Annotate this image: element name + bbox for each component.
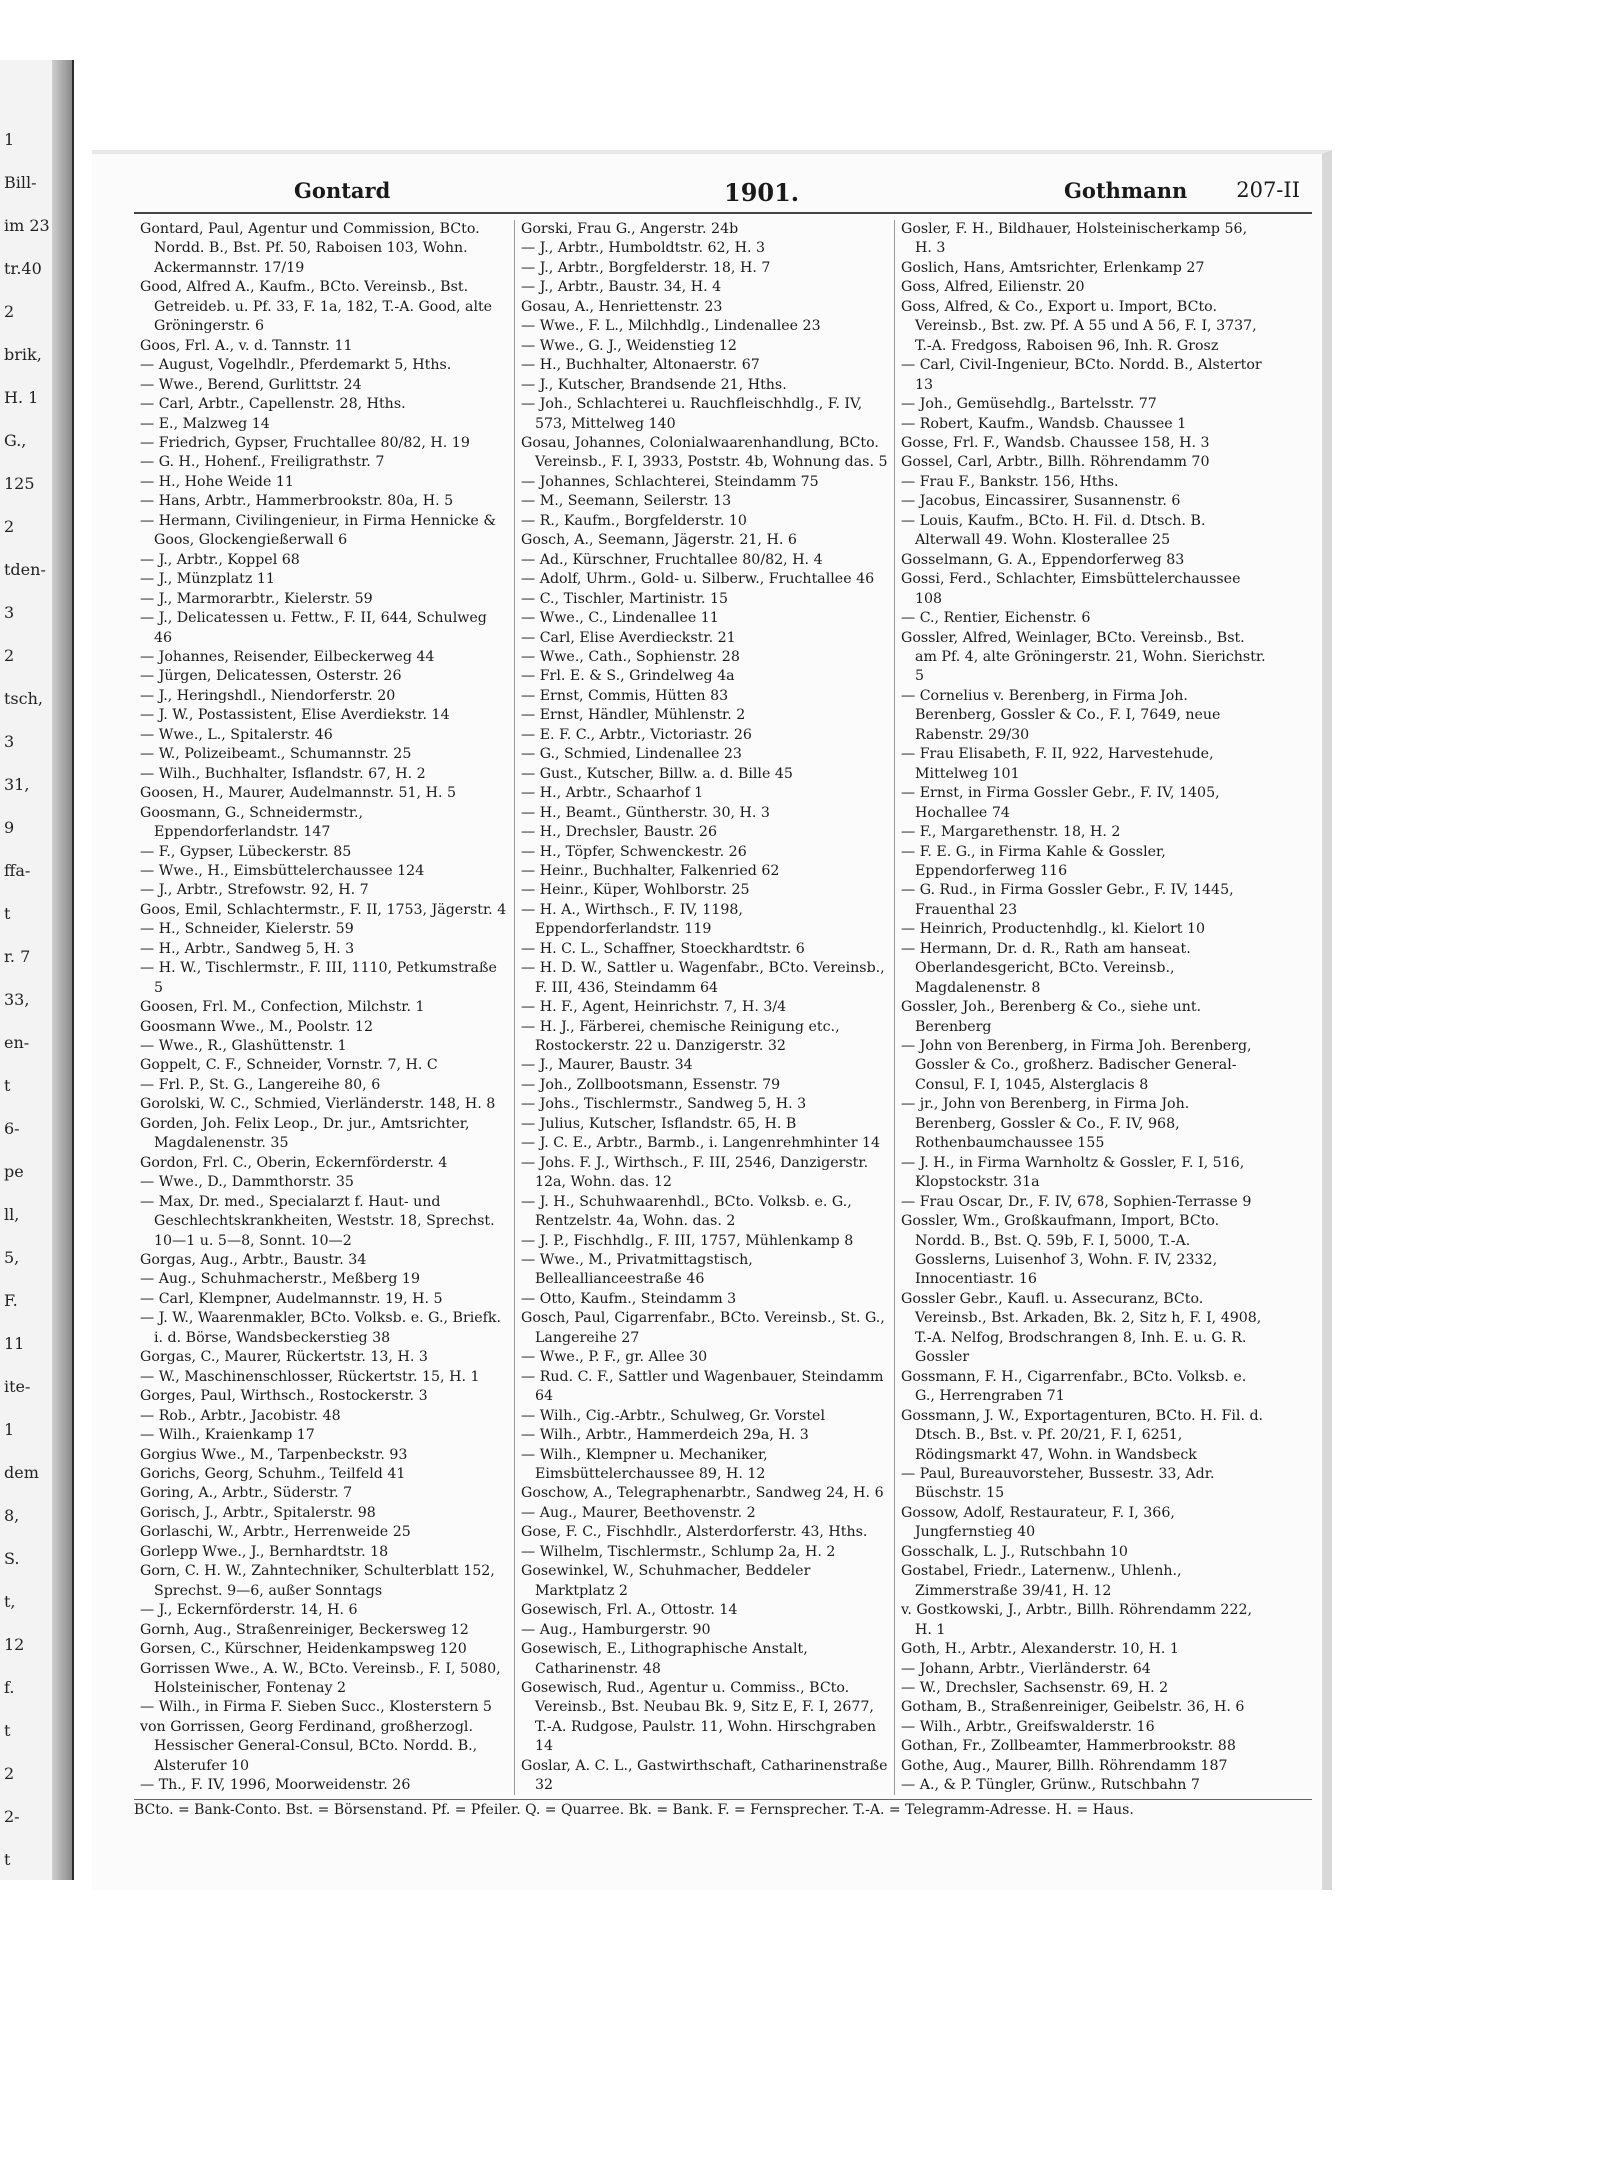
running-header: [134, 178, 1312, 214]
header-last-entry: Gothmann: [1064, 178, 1188, 203]
directory-entry: — Wilh., Klempner u. Mechaniker, Eimsbüttelerchaussee 89, H. 12: [521, 1446, 768, 1482]
directory-entry: Gorlepp Wwe., J., Bernhardtstr. 18: [140, 1543, 389, 1560]
directory-entry: Gorn, C. H. W., Zahntechniker, Schulterblatt 152, Sprechst. 9—6, außer Sonntags: [140, 1563, 495, 1599]
directory-entry: Goss, Alfred, & Co., Export u. Import, BCto. Vereinsb., Bst. zw. Pf. A 55 und A 56, F. I, 3737, T.-A. Fredgoss, Raboisen 96, Inh. R. Grosz: [901, 298, 1257, 354]
header-first-entry: Gontard: [294, 178, 391, 203]
book-gutter: [52, 60, 72, 1880]
directory-page: [92, 150, 1332, 1890]
margin-fragment: 31,: [4, 775, 30, 794]
directory-entry: — H. D. W., Sattler u. Wagenfabr., BCto. Vereinsb., F. III, 436, Steindamm 64: [521, 960, 885, 996]
directory-entry: Gordon, Frl. C., Oberin, Eckernförderstr. 4: [140, 1154, 448, 1171]
directory-entry: — Wilh., Arbtr., Hammerdeich 29a, H. 3: [521, 1427, 809, 1444]
directory-entry: — Joh., Schlachterei u. Rauchfleischhdlg., F. IV, 573, Mittelweg 140: [521, 396, 863, 432]
margin-fragment: t: [4, 1076, 11, 1095]
directory-entry: Gossler, Alfred, Weinlager, BCto. Vereinsb., Bst. am Pf. 4, alte Gröningerstr. 21, Wohn. Sierichstr. 5: [901, 629, 1266, 685]
directory-entry: von Gorrissen, Georg Ferdinand, großherzogl. Hessischer General-Consul, BCto. Nordd. B., Alsterufer 10: [140, 1718, 478, 1774]
directory-entry: — Carl, Klempner, Audelmannstr. 19, H. 5: [140, 1290, 443, 1307]
directory-entry: Goslich, Hans, Amtsrichter, Erlenkamp 27: [901, 259, 1205, 276]
margin-fragment: 125: [4, 474, 35, 493]
directory-entry: Gosau, Johannes, Colonialwaarenhandlung, BCto. Vereinsb., F. I, 3933, Poststr. 4b, Wohnung das. 5: [521, 434, 888, 471]
margin-fragment: Bill-: [4, 173, 37, 192]
directory-entry: — Wilhelm, Tischlermstr., Schlump 2a, H. 2: [521, 1543, 836, 1560]
directory-entry: — R., Kaufm., Borgfelderstr. 10: [521, 512, 747, 529]
margin-fragment: t: [4, 904, 11, 923]
directory-entry: — Frau Elisabeth, F. II, 922, Harvestehude, Mittelweg 101: [901, 746, 1214, 782]
margin-fragment: 1: [4, 130, 15, 149]
adjacent-page-margin: [0, 60, 74, 1880]
directory-entry: — August, Vogelhdlr., Pferdemarkt 5, Hths.: [140, 357, 452, 374]
directory-entry: — Frl. P., St. G., Langereihe 80, 6: [140, 1076, 381, 1093]
directory-entry: — Aug., Hamburgerstr. 90: [521, 1621, 711, 1638]
directory-entry: Good, Alfred A., Kaufm., BCto. Vereinsb., Bst. Getreideb. u. Pf. 33, F. 1a, 182, T.-A. Good, alte Gröningerstr. 6: [140, 279, 493, 335]
directory-entry: — Aug., Maurer, Beethovenstr. 2: [521, 1504, 756, 1521]
directory-entry: v. Gostkowski, J., Arbtr., Billh. Röhrendamm 222, H. 1: [901, 1602, 1253, 1638]
directory-entry: Goosen, H., Maurer, Audelmannstr. 51, H. 5: [140, 785, 456, 802]
directory-entry: Goslar, A. C. L., Gastwirthschaft, Catharinenstraße 32: [521, 1757, 888, 1794]
directory-entry: Gossmann, F. H., Cigarrenfabr., BCto. Volksb. e. G., Herrengraben 71: [901, 1368, 1247, 1405]
directory-entry: Gorski, Frau G., Angerstr. 24b: [521, 221, 739, 237]
directory-entry: — Wilh., in Firma F. Sieben Succ., Klosterstern 5: [140, 1699, 492, 1716]
directory-entry: — H. C. L., Schaffner, Stoeckhardtstr. 6: [521, 940, 805, 957]
directory-entry: Goring, A., Arbtr., Süderstr. 7: [140, 1485, 353, 1502]
margin-fragment: 8,: [4, 1506, 20, 1525]
margin-fragment: S.: [4, 1549, 20, 1568]
directory-entry: — Joh., Gemüsehdlg., Bartelsstr. 77: [901, 396, 1157, 413]
directory-entry: Gosau, A., Henriettenstr. 23: [521, 298, 723, 315]
margin-fragment: 11: [4, 1334, 25, 1353]
directory-entry: — Paul, Bureauvorsteher, Bussestr. 33, Adr. Büschstr. 15: [901, 1466, 1215, 1502]
directory-entry: — Otto, Kaufm., Steindamm 3: [521, 1290, 737, 1307]
directory-entry: — Rob., Arbtr., Jacobistr. 48: [140, 1407, 341, 1424]
directory-entry: — Ernst, in Firma Gossler Gebr., F. IV, 1405, Hochallee 74: [901, 785, 1220, 821]
margin-fragment: 2: [4, 302, 15, 321]
margin-fragment: brik,: [4, 345, 42, 364]
directory-entry: — J., Eckernförderstr. 14, H. 6: [140, 1602, 358, 1619]
directory-entry: Gorges, Paul, Wirthsch., Rostockerstr. 3: [140, 1388, 428, 1405]
directory-entry: — Gust., Kutscher, Billw. a. d. Bille 45: [521, 765, 793, 782]
directory-entry: — G. H., Hohenf., Freiligrathstr. 7: [140, 454, 385, 471]
directory-entry: — Adolf, Uhrm., Gold- u. Silberw., Fruchtallee 46: [521, 571, 875, 588]
directory-entry: — Rud. C. F., Sattler und Wagenbauer, Steindamm 64: [521, 1368, 884, 1405]
directory-entry: — A., & P. Tüngler, Grünw., Rutschbahn 7: [901, 1777, 1200, 1794]
margin-fragment: ffa-: [4, 861, 31, 880]
directory-entry: — F., Margarethenstr. 18, H. 2: [901, 824, 1121, 841]
directory-entry: — Wilh., Buchhalter, Isflandstr. 67, H. 2: [140, 765, 426, 782]
directory-entry: — J., Arbtr., Koppel 68: [140, 551, 300, 568]
directory-entry: — Julius, Kutscher, Isflandstr. 65, H. B: [521, 1115, 797, 1132]
directory-entry: — Heinr., Buchhalter, Falkenried 62: [521, 862, 780, 879]
directory-entry: Gossi, Ferd., Schlachter, Eimsbüttelerchaussee 108: [901, 571, 1241, 607]
page-number: 207-II: [1236, 178, 1300, 202]
directory-entry: — Ad., Kürschner, Fruchtallee 80/82, H. 4: [521, 551, 823, 568]
directory-entry: — H., Schneider, Kielerstr. 59: [140, 921, 354, 938]
directory-entry: Gossler Gebr., Kaufl. u. Assecuranz, BCto. Vereinsb., Bst. Arkaden, Bk. 2, Sitz h, F. I, 4908, T.-A. Nelfog, Brodschrangen 8, Inh. E. u. G. R. Gossler: [901, 1290, 1262, 1366]
margin-fragment: im 23: [4, 216, 50, 235]
directory-entry: — Carl, Elise Averdieckstr. 21: [521, 629, 736, 646]
directory-entry: — Wilh., Cig.-Arbtr., Schulweg, Gr. Vorstel: [521, 1407, 825, 1424]
margin-fragment: tr.40: [4, 259, 42, 278]
directory-entry: — J., Arbtr., Baustr. 34, H. 4: [521, 279, 722, 296]
directory-entry: — Frau Oscar, Dr., F. IV, 678, Sophien-Terrasse 9: [901, 1193, 1252, 1210]
directory-entry: — H., Beamt., Güntherstr. 30, H. 3: [521, 804, 770, 821]
directory-entry: — J., Arbtr., Borgfelderstr. 18, H. 7: [521, 259, 771, 276]
directory-entry: — Jacobus, Eincassirer, Susannenstr. 6: [901, 493, 1181, 510]
directory-entry: Gose, F. C., Fischhdlr., Alsterdorferstr. 43, Hths.: [521, 1524, 868, 1541]
margin-fragment: H. 1: [4, 388, 39, 407]
header-year: 1901.: [724, 178, 800, 207]
directory-entry: — Johannes, Reisender, Eilbeckerweg 44: [140, 648, 435, 665]
directory-entry: Gorsen, C., Kürschner, Heidenkampsweg 120: [140, 1641, 467, 1658]
directory-entry: — Aug., Schuhmacherstr., Meßberg 19: [140, 1271, 420, 1288]
directory-entry: Gornh, Aug., Straßenreiniger, Beckersweg 12: [140, 1621, 469, 1638]
directory-entry: Gontard, Paul, Agentur und Commission, BCto. Nordd. B., Bst. Pf. 50, Raboisen 103, Wohn. Ackermannstr. 17/19: [140, 221, 480, 276]
directory-entry: Gosselmann, G. A., Eppendorferweg 83: [901, 551, 1185, 568]
directory-entry: — J., Arbtr., Humboldtstr. 62, H. 3: [521, 240, 765, 257]
directory-entry: Goos, Frl. A., v. d. Tannstr. 11: [140, 337, 353, 354]
directory-entry: Gossmann, J. W., Exportagenturen, BCto. H. Fil. d. Dtsch. B., Bst. v. Pf. 20/21, F. I, 6251, Rödingsmarkt 47, Wohn. in Wandsbeck: [901, 1407, 1264, 1463]
directory-entry: — Jürgen, Delicatessen, Osterstr. 26: [140, 668, 402, 685]
directory-entry: Goosmann, G., Schneidermstr., Eppendorferlandstr. 147: [140, 804, 364, 841]
directory-entry: — Wwe., P. F., gr. Allee 30: [521, 1349, 708, 1366]
directory-entry: — J. H., Schuhwaarenhdl., BCto. Volksb. e. G., Rentzelstr. 4a, Wohn. das. 2: [521, 1193, 852, 1230]
directory-entry: — E., Malzweg 14: [140, 415, 270, 432]
directory-entry: Gorden, Joh. Felix Leop., Dr. jur., Amtsrichter, Magdalenenstr. 35: [140, 1115, 470, 1152]
margin-fragment: 2: [4, 646, 15, 665]
directory-entry: — Wwe., D., Dammthorstr. 35: [140, 1174, 354, 1191]
abbreviation-legend: BCto. = Bank-Conto. Bst. = Börsenstand. Pf. = Pfeiler. Q. = Quarree. Bk. = Bank. F. = Fernsprecher. T.-A. = Telegramm-Adresse. H. = Haus.: [134, 1799, 1312, 1818]
directory-entry: — Wwe., L., Spitalerstr. 46: [140, 726, 333, 743]
directory-entry: — H., Buchhalter, Altonaerstr. 67: [521, 357, 760, 374]
directory-entry: — H., Arbtr., Sandweg 5, H. 3: [140, 940, 355, 957]
directory-entry: Gorgas, Aug., Arbtr., Baustr. 34: [140, 1252, 367, 1269]
directory-entry: — Wilh., Kraienkamp 17: [140, 1427, 315, 1444]
directory-entry: — Ernst, Händler, Mühlenstr. 2: [521, 707, 746, 724]
directory-entry: Goosmann Wwe., M., Poolstr. 12: [140, 1018, 373, 1035]
directory-entry: — J., Marmorarbtr., Kielerstr. 59: [140, 590, 373, 607]
directory-entry: Goosen, Frl. M., Confection, Milchstr. 1: [140, 999, 425, 1016]
directory-entry: — Wwe., M., Privatmittagstisch, Belleallianceestraße 46: [521, 1252, 753, 1288]
directory-entry: — Joh., Zollbootsmann, Essenstr. 79: [521, 1076, 781, 1093]
directory-entry: — F. E. G., in Firma Kahle & Gossler, Eppendorferweg 116: [901, 843, 1166, 879]
directory-entry: Goos, Emil, Schlachtermstr., F. II, 1753, Jägerstr. 4: [140, 901, 507, 918]
directory-entry: Goth, H., Arbtr., Alexanderstr. 10, H. 1: [901, 1641, 1179, 1658]
margin-fragment: r. 7: [4, 947, 31, 966]
margin-fragment: 2: [4, 1764, 15, 1783]
directory-entry: — J. C. E., Arbtr., Barmb., i. Langenrehmhinter 14: [521, 1135, 881, 1152]
margin-fragment: t: [4, 1721, 11, 1740]
directory-entry: — H. F., Agent, Heinrichstr. 7, H. 3/4: [521, 999, 787, 1016]
margin-fragment: 3: [4, 732, 15, 751]
directory-entry: — Max, Dr. med., Specialarzt f. Haut- und Geschlechtskrankheiten, Weststr. 18, Sprechst. 10—1 u. 5—8, Sonnt. 10—2: [140, 1193, 495, 1249]
directory-entry: Gotham, B., Straßenreiniger, Geibelstr. 36, H. 6: [901, 1699, 1245, 1716]
directory-entry: — E. F. C., Arbtr., Victoriastr. 26: [521, 726, 752, 743]
directory-entry: Gosch, A., Seemann, Jägerstr. 21, H. 6: [521, 532, 797, 549]
directory-entry: Gostabel, Friedr., Laternenw., Uhlenh., Zimmerstraße 39/41, H. 12: [901, 1563, 1182, 1599]
directory-entry: — Johs. F. J., Wirthsch., F. III, 2546, Danzigerstr. 12a, Wohn. das. 12: [521, 1154, 869, 1191]
directory-entry: — H., Hohe Weide 11: [140, 473, 294, 490]
column-3: [894, 220, 1274, 1795]
margin-fragment: F.: [4, 1291, 18, 1310]
directory-entry: — Wilh., Arbtr., Greifswalderstr. 16: [901, 1718, 1155, 1735]
directory-entry: — Carl, Civil-Ingenieur, BCto. Nordd. B., Alstertor 13: [901, 357, 1262, 393]
directory-entry: — J. P., Fischhdlg., F. III, 1757, Mühlenkamp 8: [521, 1232, 854, 1249]
directory-entry: — Ernst, Commis, Hütten 83: [521, 687, 729, 704]
margin-fragment: 12: [4, 1635, 25, 1654]
margin-fragment: dem: [4, 1463, 39, 1482]
directory-entry: Gorichs, Georg, Schuhm., Teilfeld 41: [140, 1466, 406, 1482]
margin-fragment: en-: [4, 1033, 30, 1052]
directory-entry: — J., Arbtr., Strefowstr. 92, H. 7: [140, 882, 369, 899]
directory-entry: — Frl. E. & S., Grindelweg 4a: [521, 668, 735, 685]
directory-entry: — Hermann, Dr. d. R., Rath am hanseat. Oberlandesgericht, BCto. Vereinsb., Magdalenenstr. 8: [901, 940, 1191, 996]
directory-entry: Gorlaschi, W., Arbtr., Herrenweide 25: [140, 1524, 411, 1541]
directory-entry: Goschow, A., Telegraphenarbtr., Sandweg 24, H. 6: [521, 1485, 884, 1502]
directory-entry: Gothan, Fr., Zollbeamter, Hammerbrookstr. 88: [901, 1738, 1236, 1755]
margin-fragment: 33,: [4, 990, 30, 1009]
directory-entry: Gothe, Aug., Maurer, Billh. Röhrendamm 187: [901, 1757, 1228, 1774]
margin-fragment: 5,: [4, 1248, 20, 1267]
margin-fragment: 6-: [4, 1119, 20, 1138]
directory-entry: — Robert, Kaufm., Wandsb. Chaussee 1: [901, 415, 1187, 432]
directory-entry: — H., Töpfer, Schwenckestr. 26: [521, 843, 747, 860]
directory-entry: Gorisch, J., Arbtr., Spitalerstr. 98: [140, 1504, 376, 1521]
directory-entry: — G. Rud., in Firma Gossler Gebr., F. IV, 1445, Frauenthal 23: [901, 882, 1234, 918]
directory-entry: Gosewisch, E., Lithographische Anstalt, Catharinenstr. 48: [521, 1641, 808, 1677]
directory-entry: — Louis, Kaufm., BCto. H. Fil. d. Dtsch. B. Alterwall 49. Wohn. Klosterallee 25: [901, 512, 1206, 549]
margin-fragment: pe: [4, 1162, 24, 1181]
directory-entry: — H., Drechsler, Baustr. 26: [521, 824, 717, 841]
directory-entry: — F., Gypser, Lübeckerstr. 85: [140, 843, 352, 860]
column-2: [514, 220, 894, 1795]
directory-entry: Gosewisch, Rud., Agentur u. Commiss., BCto. Vereinsb., Bst. Neubau Bk. 9, Sitz E, F. I, 2677, T.-A. Rudgose, Paulstr. 11, Wohn. Hirschgraben 14: [521, 1679, 876, 1755]
directory-entry: — J., Münzplatz 11: [140, 571, 275, 588]
directory-entry: Gosse, Frl. F., Wandsb. Chaussee 158, H. 3: [901, 434, 1210, 451]
margin-fragment: tsch,: [4, 689, 43, 708]
directory-entry: — Wwe., F. L., Milchhdlg., Lindenallee 23: [521, 318, 821, 335]
directory-entry: — Friedrich, Gypser, Fruchtallee 80/82, H. 19: [140, 434, 470, 451]
margin-fragment: t: [4, 1850, 11, 1869]
directory-entry: — Th., F. IV, 1996, Moorweidenstr. 26: [140, 1777, 411, 1794]
directory-entry: — H. J., Färberei, chemische Reinigung etc., Rostockerstr. 22 u. Danzigerstr. 32: [521, 1018, 840, 1055]
directory-entry: — C., Rentier, Eichenstr. 6: [901, 610, 1091, 627]
margin-fragment: 2: [4, 517, 15, 536]
directory-entry: — M., Seemann, Seilerstr. 13: [521, 493, 732, 510]
margin-fragment: 9: [4, 818, 15, 837]
directory-entry: — J., Delicatessen u. Fettw., F. II, 644, Schulweg 46: [140, 610, 487, 646]
directory-entry: — W., Polizeibeamt., Schumannstr. 25: [140, 746, 412, 763]
directory-entry: Gorgas, C., Maurer, Rückertstr. 13, H. 3: [140, 1349, 428, 1366]
directory-entry: — Frau F., Bankstr. 156, Hths.: [901, 473, 1119, 490]
directory-entry: Gossler, Joh., Berenberg & Co., siehe unt. Berenberg: [901, 999, 1202, 1035]
directory-entry: — Carl, Arbtr., Capellenstr. 28, Hths.: [140, 396, 406, 413]
directory-entry: — Johann, Arbtr., Vierländerstr. 64: [901, 1660, 1151, 1677]
directory-entry: — J., Maurer, Baustr. 34: [521, 1057, 693, 1074]
directory-entry: — Wwe., R., Glashüttenstr. 1: [140, 1038, 347, 1055]
directory-entry: Gossow, Adolf, Restaurateur, F. I, 366, Jungfernstieg 40: [901, 1504, 1175, 1541]
directory-entry: — Hans, Arbtr., Hammerbrookstr. 80a, H. 5: [140, 493, 454, 510]
directory-entry: Gosch, Paul, Cigarrenfabr., BCto. Vereinsb., St. G., Langereihe 27: [521, 1310, 885, 1346]
directory-entry: Gosewisch, Frl. A., Ottostr. 14: [521, 1602, 738, 1619]
directory-entry: Gossler, Wm., Großkaufmann, Import, BCto. Nordd. B., Bst. Q. 59b, F. I, 5000, T.-A. Gosslerns, Luisenhof 3, Wohn. F. IV, 2332, Innocentiastr. 16: [901, 1213, 1220, 1288]
directory-entry: — G., Schmied, Lindenallee 23: [521, 746, 742, 763]
directory-entry: Gosler, F. H., Bildhauer, Holsteinischerkamp 56, H. 3: [901, 221, 1248, 257]
directory-entry: — Johs., Tischlermstr., Sandweg 5, H. 3: [521, 1096, 807, 1113]
directory-entry: — Cornelius v. Berenberg, in Firma Joh. Berenberg, Gossler & Co., F. I, 7649, neue Rabenstr. 29/30: [901, 687, 1221, 743]
directory-entry: — jr., John von Berenberg, in Firma Joh. Berenberg, Gossler & Co., F. IV, 968, Rothenbaumchaussee 155: [901, 1096, 1190, 1152]
directory-entry: — J., Heringshdl., Niendorferstr. 20: [140, 687, 396, 704]
directory-entry: — Hermann, Civilingenieur, in Firma Hennicke & Goos, Glockengießerwall 6: [140, 512, 496, 549]
directory-entry: — C., Tischler, Martinistr. 15: [521, 590, 729, 607]
directory-entry: Gosewinkel, W., Schuhmacher, Beddeler Marktplatz 2: [521, 1563, 811, 1599]
directory-entry: Gossel, Carl, Arbtr., Billh. Röhrendamm 70: [901, 454, 1210, 471]
margin-fragment: ll,: [4, 1205, 20, 1224]
margin-fragment: f.: [4, 1678, 15, 1697]
directory-entry: Goss, Alfred, Eilienstr. 20: [901, 279, 1085, 296]
directory-entry: — Wwe., Berend, Gurlittstr. 24: [140, 376, 362, 393]
directory-entry: — J., Kutscher, Brandsende 21, Hths.: [521, 376, 787, 393]
margin-fragment: ite-: [4, 1377, 31, 1396]
margin-fragment: t,: [4, 1592, 16, 1611]
margin-fragment: tden-: [4, 560, 46, 579]
directory-entry: Gorrissen Wwe., A. W., BCto. Vereinsb., F. I, 5080, Holsteinischer, Fontenay 2: [140, 1660, 501, 1696]
directory-entry: — J. H., in Firma Warnholtz & Gossler, F. I, 516, Klopstockstr. 31a: [901, 1154, 1245, 1191]
entry-columns: [134, 220, 1312, 1795]
directory-entry: — H., Arbtr., Schaarhof 1: [521, 785, 704, 802]
directory-entry: — W., Drechsler, Sachsenstr. 69, H. 2: [901, 1679, 1169, 1696]
directory-entry: — J. W., Postassistent, Elise Averdiekstr. 14: [140, 707, 450, 724]
directory-entry: — H. A., Wirthsch., F. IV, 1198, Eppendorferlandstr. 119: [521, 901, 743, 938]
directory-entry: Goppelt, C. F., Schneider, Vornstr. 7, H. C: [140, 1057, 438, 1074]
margin-fragment: 2-: [4, 1807, 20, 1826]
directory-entry: — Wwe., G. J., Weidenstieg 12: [521, 337, 737, 354]
directory-entry: — Johannes, Schlachterei, Steindamm 75: [521, 473, 819, 490]
directory-entry: — J. W., Waarenmakler, BCto. Volksb. e. G., Briefk. i. d. Börse, Wandsbeckerstieg 38: [140, 1310, 502, 1346]
margin-fragment: 1: [4, 1420, 15, 1439]
directory-entry: Gosschalk, L. J., Rutschbahn 10: [901, 1543, 1128, 1560]
directory-entry: — Wwe., H., Eimsbüttelerchaussee 124: [140, 862, 425, 879]
margin-fragment: 3: [4, 603, 15, 622]
directory-entry: — H. W., Tischlermstr., F. III, 1110, Petkumstraße 5: [140, 960, 497, 996]
directory-entry: — Wwe., C., Lindenallee 11: [521, 610, 719, 627]
directory-entry: Gorolski, W. C., Schmied, Vierländerstr. 148, H. 8: [140, 1096, 496, 1113]
directory-entry: — John von Berenberg, in Firma Joh. Berenberg, Gossler & Co., großherz. Badischer General-Consul, F. I, 1045, Alsterglacis 8: [901, 1038, 1252, 1093]
directory-entry: — Heinrich, Productenhdlg., kl. Kielort 10: [901, 921, 1206, 938]
directory-entry: — W., Maschinenschlosser, Rückertstr. 15, H. 1: [140, 1368, 480, 1385]
margin-fragment: G.,: [4, 431, 27, 450]
directory-entry: — Heinr., Küper, Wohlborstr. 25: [521, 882, 750, 899]
directory-entry: Gorgius Wwe., M., Tarpenbeckstr. 93: [140, 1446, 408, 1463]
directory-entry: — Wwe., Cath., Sophienstr. 28: [521, 648, 740, 665]
column-1: [134, 220, 514, 1795]
